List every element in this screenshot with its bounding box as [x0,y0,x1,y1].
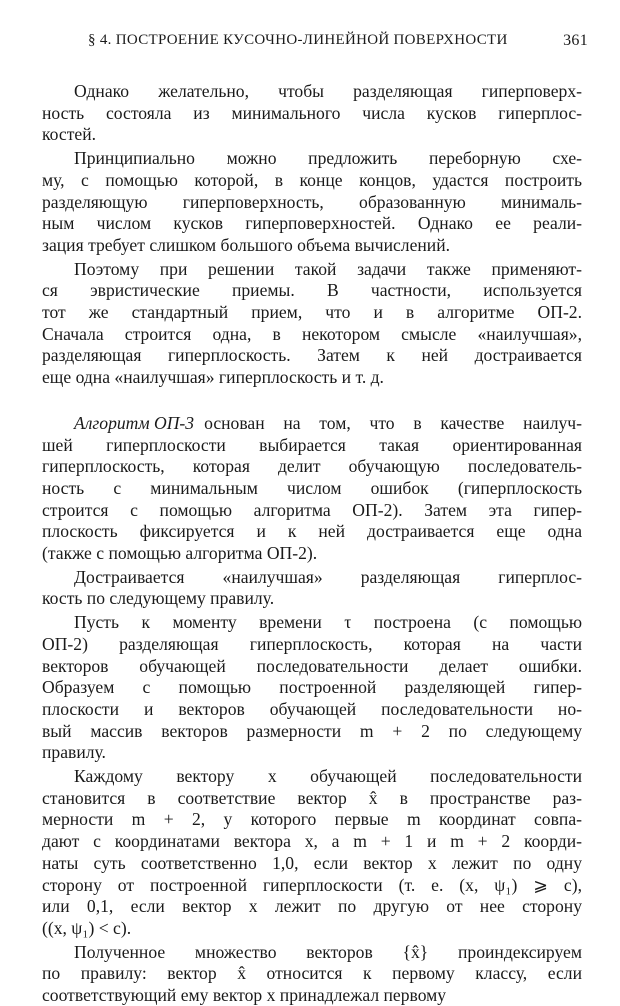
page-number: 361 [563,32,588,49]
text-line: ((x, ψ₁) < c). [42,917,132,938]
text-line: Достраивается «наилучшая» разделяющая гиперплос- [74,566,582,587]
text-line: ность с минимальным числом ошибок (гиперплоскость [42,477,582,498]
text-line: (также с помощью алгоритма ОП-2). [42,543,318,563]
text-line: зация требует слишком большого объема вычислений. [42,234,451,255]
text-line: Образуем с помощью построенной разделяющей гипер- [42,677,582,698]
text-line: дают с координатами вектора x, а m + 1 и m + 2 коорди- [42,831,582,852]
text-line: по правилу: вектор x̂ относится к первому классу, если [42,963,582,984]
text-line: основан на том, что в качестве наилуч- [204,412,582,433]
text-line: вый массив векторов размерности m + 2 по следующему [42,720,582,741]
text-line: или 0,1, если вектор x лежит по другую от нее сторону [42,896,582,917]
text-line: разделяющая гиперплоскость. Затем к ней достраивается [42,345,582,366]
running-header [88,32,588,54]
text-line: шей гиперплоскости выбирается такая ориентированная [42,434,582,455]
text-line: кость по следующему правилу. [42,588,275,609]
text-line: векторов обучающей последовательности делает ошибки. [42,655,582,676]
text-line: плоскость фиксируется и к ней достраивается еще одна [42,521,582,542]
text-line: соответствующий ему вектор x принадлежал первому [42,985,447,1005]
text-line: Однако желательно, чтобы разделяющая гиперповерх- [74,81,582,101]
text-line: му, с помощью которой, в конце концов, удастся построить [42,169,582,190]
text-line: наты суть соответственно 1,0, если вектор x лежит по одну [42,852,582,873]
text-line: Пусть к моменту времени τ построена (с помощью [74,612,582,633]
text-line: правилу. [42,742,106,763]
text-line: сторону от построенной гиперплоскости (т. е. (x, ψ₁) ⩾ c), [42,874,582,895]
text-line: разделяющую гиперповерхность, образованную минималь- [42,191,582,212]
text-line: гиперплоскость, которая делит обучающую последователь- [42,456,582,477]
text-line: становится в соответствие вектор x̂ в пространстве раз- [42,787,582,808]
algorithm-lead-line [74,412,582,434]
text-line: Принципиально можно предложить переборную схе- [74,148,582,169]
algorithm-label: Алгоритм ОП-3 [74,412,195,433]
text-line: Полученное множество векторов {x̂} проиндексируем [74,941,582,962]
text-line: строится с помощью алгоритма ОП-2). Затем эта гипер- [42,499,582,520]
text-line: Каждому вектору x обучающей последовательности [74,766,582,786]
text-line: ным числом кусков гиперповерхностей. Однако ее реали- [42,213,582,234]
text-line: еще одна «наилучшая» гиперплоскость и т. д. [42,367,384,388]
text-line: тот же стандартный прием, что и в алгоритме ОП-2. [42,302,582,322]
section-title: § 4. ПОСТРОЕНИЕ КУСОЧНО-ЛИНЕЙНОЙ ПОВЕРХНОСТИ [88,32,508,48]
text-line: плоскости и векторов обучающей последовательности но- [42,698,582,719]
text-line: ОП-2) разделяющая гиперплоскость, которая на части [42,633,582,654]
text-line: костей. [42,124,97,145]
text-line: мерности m + 2, у которого первые m координат совпа- [42,809,582,830]
text-line: ность состояла из минимального числа кусков гиперплос- [42,102,582,123]
text-line: Поэтому при решении такой задачи также применяют- [74,258,582,279]
text-line: ся эвристические приемы. В частности, используется [42,280,582,301]
text-line: Сначала строится одна, в некотором смысле «наилучшая», [42,323,582,344]
